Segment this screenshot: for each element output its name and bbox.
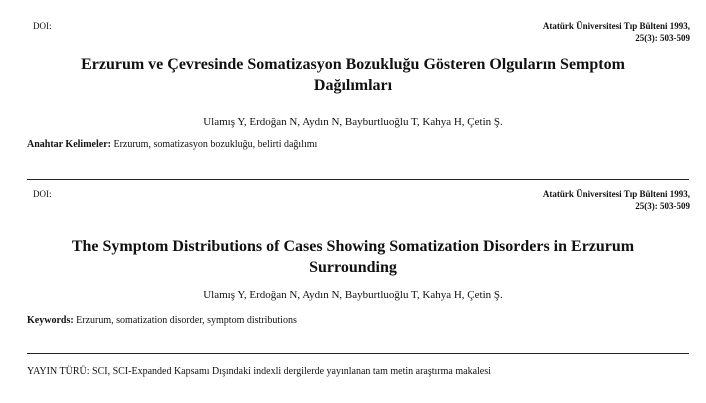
authors-en: Ulamış Y, Erdoğan N, Aydın N, Bayburtluoğlu T, Kahya H, Çetin Ş.	[203, 289, 503, 301]
keywords-label: Anahtar Kelimeler:	[27, 139, 111, 150]
journal-citation-tr	[390, 20, 690, 44]
publication-type: YAYIN TÜRÜ: SCI, SCI-Expanded Kapsamı Dışındaki indexli dergilerde yayınlanan tam metin araştırma makalesi	[27, 366, 491, 377]
journal-citation-line2: 25(3): 503-509	[635, 33, 690, 43]
divider-bottom	[27, 353, 689, 354]
divider-top	[27, 179, 689, 180]
doi-label-en: DOI:	[33, 189, 52, 199]
title-line2: Dağılımları	[313, 77, 393, 94]
keywords-value: Erzurum, somatization disorder, symptom distributions	[76, 315, 297, 326]
journal-citation-line2: 25(3): 503-509	[635, 201, 690, 211]
authors-tr: Ulamış Y, Erdoğan N, Aydın N, Bayburtluoğlu T, Kahya H, Çetin Ş.	[203, 116, 503, 128]
title-line2: Surrounding	[309, 259, 397, 276]
article-title-en	[0, 236, 706, 278]
keywords-tr	[27, 139, 317, 150]
keywords-label: Keywords:	[27, 315, 74, 326]
title-line1: Erzurum ve Çevresinde Somatizasyon Bozukluğu Gösteren Olguların Semptom	[81, 56, 625, 73]
journal-citation-line1: Atatürk Üniversitesi Tıp Bülteni 1993,	[542, 21, 690, 31]
keywords-en	[27, 315, 297, 326]
title-line1: The Symptom Distributions of Cases Showing Somatization Disorders in Erzurum	[71, 238, 635, 255]
doi-label-tr: DOI:	[33, 21, 52, 31]
journal-citation-line1: Atatürk Üniversitesi Tıp Bülteni 1993,	[542, 189, 690, 199]
article-title-tr	[0, 54, 706, 96]
journal-citation-en	[390, 188, 690, 212]
keywords-value: Erzurum, somatizasyon bozukluğu, belirti dağılımı	[113, 139, 318, 150]
